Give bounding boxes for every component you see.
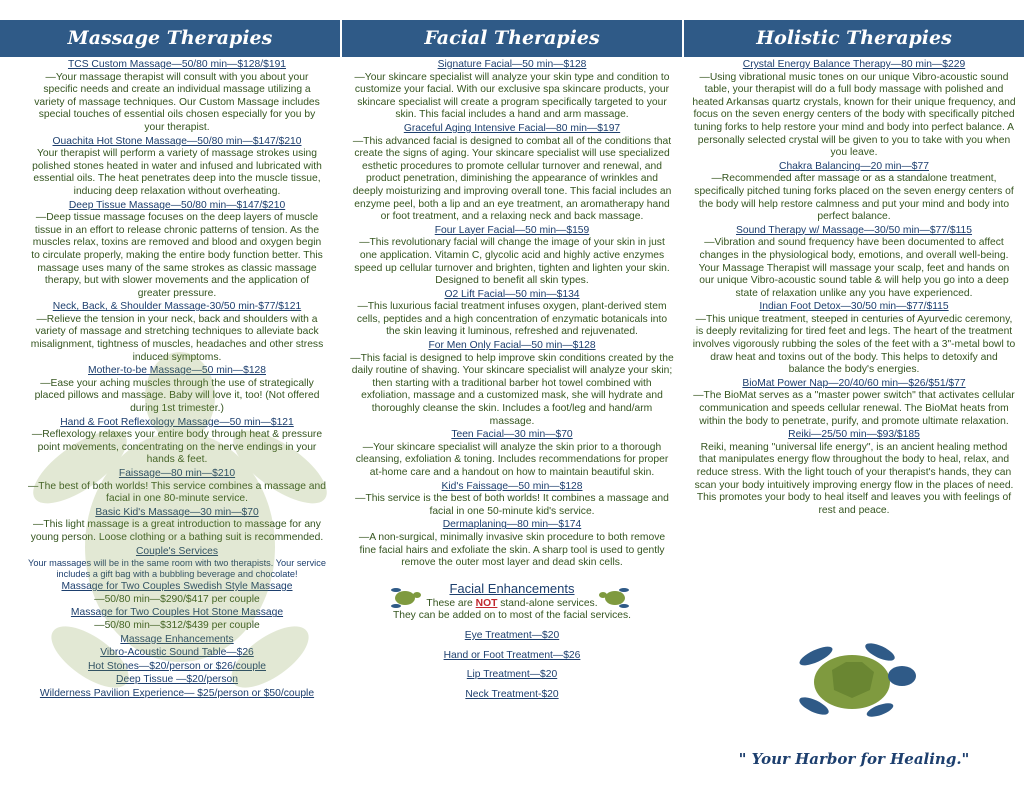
facial-enhancement-item[interactable]: Eye Treatment—$20 bbox=[464, 629, 560, 641]
massage-item-title[interactable]: TCS Custom Massage—50/80 min—$128/$191 bbox=[67, 59, 287, 70]
massage-item-desc: Your therapist will perform a variety of massage strokes using polished stones heated in water and infused and lubricated with essential oils. The heat penetrates deep into the muscle tissue, inducing deep relaxation without overheating. bbox=[32, 148, 322, 197]
note-prefix: These are bbox=[426, 597, 476, 609]
facial-enhancement-item[interactable]: Hand or Foot Treatment—$26 bbox=[443, 649, 581, 661]
massage-item-title[interactable]: Ouachita Hot Stone Massage—50/80 min—$147/$210 bbox=[52, 135, 302, 147]
facial-item-desc: —This revolutionary facial will change the image of your skin in just one application. Vitamin C, glycolic acid and highly active enzymes speed up cellular turnover and brighten, tighten and lighten your skin. Designed to benefit all skin types. bbox=[354, 237, 670, 287]
holistic-item-desc: —Recommended after massage or as a standalone treatment, specifically pitched tuning forks placed on the seven energy centers of the body will help restore calmness and put your mind and body into perfect balance. bbox=[694, 173, 1014, 223]
massage-item-desc: —Ease your aching muscles through the use of strategically placed pillows and massage. Baby will love it, too! (Not offered during 1st trimester.) bbox=[34, 377, 320, 415]
massage-item-desc: —Your massage therapist will consult with you about your specific needs and create an individual massage utilizing a variety of massage techniques. Our Custom Massage includes special touches of essential oils chosen especially for you by your therapist. bbox=[34, 71, 320, 133]
massage-enhancement-item[interactable]: Hot Stones—$20/person or $26/couple bbox=[87, 660, 267, 672]
massage-enhancement-item[interactable]: Deep Tissue —$20/person bbox=[116, 674, 238, 686]
facial-item-title[interactable]: Kid's Faissage—50 min—$128 bbox=[441, 480, 583, 492]
massage-item-list bbox=[28, 59, 326, 545]
couples-item-title[interactable]: Massage for Two Couples Hot Stone Massage bbox=[70, 607, 284, 619]
facial-item-desc: —Your skincare specialist will analyze your skin type and condition to customize your facial. With our exclusive spa skincare products, your skincare specialist will create a program specifically targeted to your skin. This facial includes a hand and arm massage. bbox=[354, 71, 670, 121]
holistic-item-desc: —Vibration and sound frequency have been documented to affect changes in the physiological body, emotions, and overall well-being. Your Massage Therapist will massage your scalp, feet and hands on our unique Vibro-acoustic sound table & will help you go into a deep state of relaxation unlike any you have experienced. bbox=[698, 237, 1010, 299]
massage-enhancement-item[interactable]: Wilderness Pavilion Experience— $25/person or $50/couple bbox=[39, 687, 315, 699]
massage-banner: Massage Therapies bbox=[0, 20, 340, 57]
turtle-logo-icon bbox=[784, 640, 924, 720]
massage-body bbox=[0, 57, 340, 701]
facial-item-desc: —This service is the best of both worlds! It combines a massage and facial in one 50-minute kid's service. bbox=[355, 493, 669, 517]
couples-services-note: Your massages will be in the same room with two therapists. Your service includes a gift bag with a bubbling beverage and chocolate! bbox=[28, 558, 326, 580]
holistic-item-desc: —Using vibrational music tones on our unique Vibro-acoustic sound table, your therapist will do a full body massage with polished and heated Arkansas quartz crystals, known for their unique frequency, and focus on the seven energy centers of the body with specifically pitched tuning forks to help restore your mind and body into perfect balance. A personally selected crystal will be given to you to take with you when you leave. bbox=[692, 71, 1016, 159]
massage-item-desc: —The best of both worlds! This service combines a massage and facial in one 80-minute service. bbox=[28, 480, 326, 505]
couples-item-price: —50/80 min—$290/$417 per couple bbox=[94, 593, 260, 605]
facial-enhancements-heading[interactable]: Facial Enhancements bbox=[449, 580, 575, 596]
massage-item-title[interactable]: Deep Tissue Massage—50/80 min—$147/$210 bbox=[68, 199, 286, 211]
massage-enhancements-heading[interactable]: Massage Enhancements bbox=[120, 633, 234, 645]
facial-enhancements-subnote: They can be added on to most of the facial services. bbox=[392, 610, 632, 622]
massage-item-desc: —This light massage is a great introduction to massage for any young person. Loose clothing or a bathing suit is recommended. bbox=[30, 519, 324, 543]
facial-item-desc: —Your skincare specialist will analyze the skin prior to a thorough cleansing, exfoliation & toning. Includes recommendations for proper at-home care and a handout on how to maintain beautiful skin. bbox=[355, 441, 669, 478]
facial-item-title[interactable]: Signature Facial—50 min—$128 bbox=[437, 59, 587, 70]
holistic-item-desc: —This unique treatment, steeped in centuries of Ayurvedic ceremony, is deeply revitalizing for tired feet and legs. The heart of the treatment involves vigorously rubbing the soles of the feet with a 3"-metal bowl to draw heat and toxins out of the body. This helps to detoxify and balance the body's energies. bbox=[692, 313, 1016, 376]
facial-item-desc: —This advanced facial is designed to combat all of the conditions that create the signs of aging. Your skincare specialist will use specialized esthetic procedures to promote cellular turnover and renewal, and product penetration, diminishing the appearance of wrinkles and deeply moisturizing and improving overall tone. This facial includes an enzyme peel, both a lip and an eye treatment, an aromatherapy hand or foot treatment, and a relaxing neck and back massage. bbox=[352, 135, 672, 223]
facial-item-desc: —This facial is designed to help improve skin conditions created by the daily routine of shaving. Your skincare specialist will analyze your skin; then starting with a traditional barber hot towel combined with exfoliation, massage and a customized mask, she will hydrate and thoroughly cleanse the skin. Includes a foot/leg and hand/arm massage. bbox=[350, 352, 674, 427]
facial-enhancement-item[interactable]: Lip Treatment—$20 bbox=[466, 669, 558, 681]
facial-item-title[interactable]: O2 Lift Facial—50 min—$134 bbox=[444, 288, 580, 300]
holistic-banner: Holistic Therapies bbox=[684, 20, 1024, 57]
holistic-item-title[interactable]: Crystal Energy Balance Therapy—80 min—$229 bbox=[742, 59, 966, 70]
massage-item-title[interactable]: Basic Kid's Massage—30 min—$70 bbox=[95, 506, 259, 518]
holistic-body bbox=[684, 57, 1024, 517]
massage-item-desc: —Reflexology relaxes your entire body through heat & pressure point movements, concentrating on the nerve endings in your hands & feet. bbox=[31, 429, 323, 466]
facial-column bbox=[342, 20, 682, 791]
facial-item-title[interactable]: For Men Only Facial—50 min—$128 bbox=[428, 340, 596, 352]
couples-item-title[interactable]: Massage for Two Couples Swedish Style Massage bbox=[61, 581, 293, 593]
couples-item-price: —50/80 min—$312/$439 per couple bbox=[94, 619, 260, 631]
turtle-left-icon bbox=[388, 586, 422, 608]
holistic-item-title[interactable]: Indian Foot Detox—30/50 min—$77/$115 bbox=[759, 301, 949, 313]
massage-item-title[interactable]: Mother-to-be Massage—50 min—$128 bbox=[88, 365, 266, 377]
turtle-right-icon bbox=[598, 586, 632, 608]
facial-item-title[interactable]: Graceful Aging Intensive Facial—80 min—$197 bbox=[403, 122, 621, 134]
facial-item-desc: —A non-surgical, minimally invasive skin procedure to both remove fine facial hairs and exfoliate the skin. A sharp tool is used to gently remove the outer most layer and dead skin cells. bbox=[358, 531, 666, 569]
facial-enhancements bbox=[350, 580, 674, 702]
holistic-item-desc: Reiki, meaning "universal life energy", is an ancient healing method that manipulates energy flow throughout the body to heal, relax, and reduce stress. With the light touch of your therapist's hands, they can scan your body intuitively improving energy flow in the places of need. This promotes your body to heal itself and leaves you with feelings of rest and peace. bbox=[694, 441, 1014, 516]
tagline: " Your Harbor for Healing." bbox=[738, 750, 970, 768]
not-emphasis: NOT bbox=[475, 597, 498, 609]
facial-item-title[interactable]: Dermaplaning—80 min—$174 bbox=[442, 519, 582, 531]
massage-item-desc: —Deep tissue massage focuses on the deep layers of muscle tissue in an effort to release chronic patterns of tension. As the muscles relax, toxins are removed and blood and oxygen begin to circulate properly, making the entire body function better. This massage uses many of the same strokes as classic massage therapy, but with slower movements and the application of greater pressure. bbox=[31, 212, 323, 299]
facial-enhancement-item[interactable]: Neck Treatment-$20 bbox=[465, 688, 559, 700]
holistic-column bbox=[684, 20, 1024, 791]
facial-item-desc: —This luxurious facial treatment infuses oxygen, plant-derived stem cells, peptides and a high concentration of enzymatic botanicals into the skin leaving it luminous, refreshed and rejuvenated. bbox=[356, 301, 668, 338]
holistic-item-title[interactable]: Chakra Balancing—20 min—$77 bbox=[779, 160, 929, 172]
couples-services-heading[interactable]: Couple's Services bbox=[135, 545, 219, 557]
massage-item-desc: —Relieve the tension in your neck, back and shoulders with a variety of massage and stretching techniques to alleviate back misalignment, tightness of muscles, headaches and other stress induced symptoms. bbox=[30, 313, 324, 363]
massage-column bbox=[0, 20, 340, 791]
massage-item-title[interactable]: Hand & Foot Reflexology Massage—50 min—$121 bbox=[60, 416, 294, 428]
note-suffix: stand-alone services. bbox=[497, 597, 598, 609]
facial-item-title[interactable]: Teen Facial—30 min—$70 bbox=[451, 429, 573, 441]
facial-item-title[interactable]: Four Layer Facial—50 min—$159 bbox=[434, 224, 590, 236]
massage-enhancement-item[interactable]: Vibro-Acoustic Sound Table—$26 bbox=[100, 647, 254, 659]
massage-item-title[interactable]: Faissage—80 min—$210 bbox=[118, 468, 236, 479]
holistic-item-title[interactable]: Reiki—25/50 min—$93/$185 bbox=[788, 429, 920, 441]
massage-item-title[interactable]: Neck, Back, & Shoulder Massage-30/50 min-$77/$121 bbox=[52, 301, 302, 313]
holistic-item-desc: —The BioMat serves as a "master power switch" that activates cellular communication and speeds cellular renewal. The BioMat heats from within the body to penetrate, purify, and promote ultimate relaxation. bbox=[693, 390, 1015, 427]
facial-banner: Facial Therapies bbox=[342, 20, 682, 57]
holistic-item-title[interactable]: Sound Therapy w/ Massage—30/50 min—$77/$115 bbox=[735, 224, 973, 236]
holistic-item-title[interactable]: BioMat Power Nap—20/40/60 min—$26/$51/$77 bbox=[742, 377, 966, 389]
facial-body bbox=[342, 57, 682, 701]
